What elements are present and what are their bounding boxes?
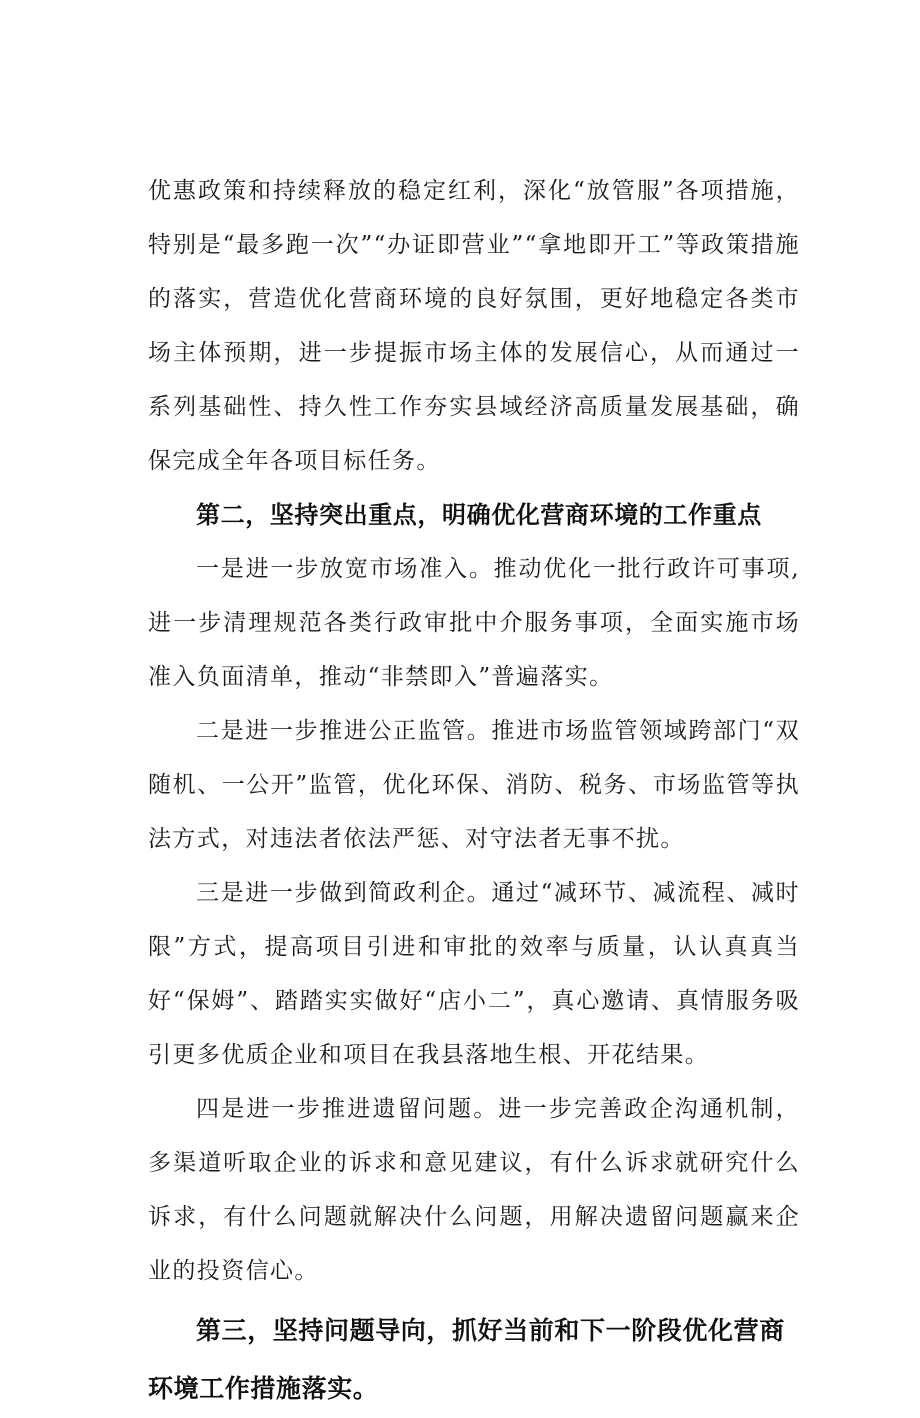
document-body <box>148 164 800 1418</box>
section-2-heading: 第二，坚持突出重点，明确优化营商环境的工作重点 <box>196 501 762 529</box>
section-2-item-2: 二是进一步推进公正监管。推进市场监管领域跨部门“双随机、一公开”监管，优化环保、消防、税务、市场监管等执法方式，对违法者依法严惩、对守法者无事不扰。 <box>148 718 800 852</box>
section-2-item-1: 一是进一步放宽市场准入。推动优化一批行政许可事项,进一步清理规范各类行政审批中介服务事项，全面实施市场准入负面清单，推动“非禁即入”普遍落实。 <box>148 556 800 690</box>
section-2-item-4: 四是进一步推进遗留问题。进一步完善政企沟通机制，多渠道听取企业的诉求和意见建议，有什么诉求就研究什么诉求，有什么问题就解决什么问题，用解决遗留问题赢来企业的投资信心。 <box>148 1096 800 1284</box>
section-3-heading: 第三，坚持问题导向，抓好当前和下一阶段优化营商环境工作措施落实。 <box>148 1316 785 1403</box>
section-2-item-3: 三是进一步做到简政利企。通过“减环节、减流程、减时限”方式，提高项目引进和审批的效率与质量，认认真真当好“保姆”、踏踏实实做好“店小二”，真心邀请、真情服务吸引更多优质企业和项目在我县落地生根、开花结果。 <box>148 880 800 1068</box>
intro-paragraph: 优惠政策和持续释放的稳定红利，深化“放管服”各项措施，特别是“最多跑一次”“办证即营业”“拿地即开工”等政策措施的落实，营造优化营商环境的良好氛围，更好地稳定各类市场主体预期，进一步提振市场主体的发展信心，从而通过一系列基础性、持久性工作夯实县域经济高质量发展基础，确保完成全年各项目标任务。 <box>148 178 800 474</box>
